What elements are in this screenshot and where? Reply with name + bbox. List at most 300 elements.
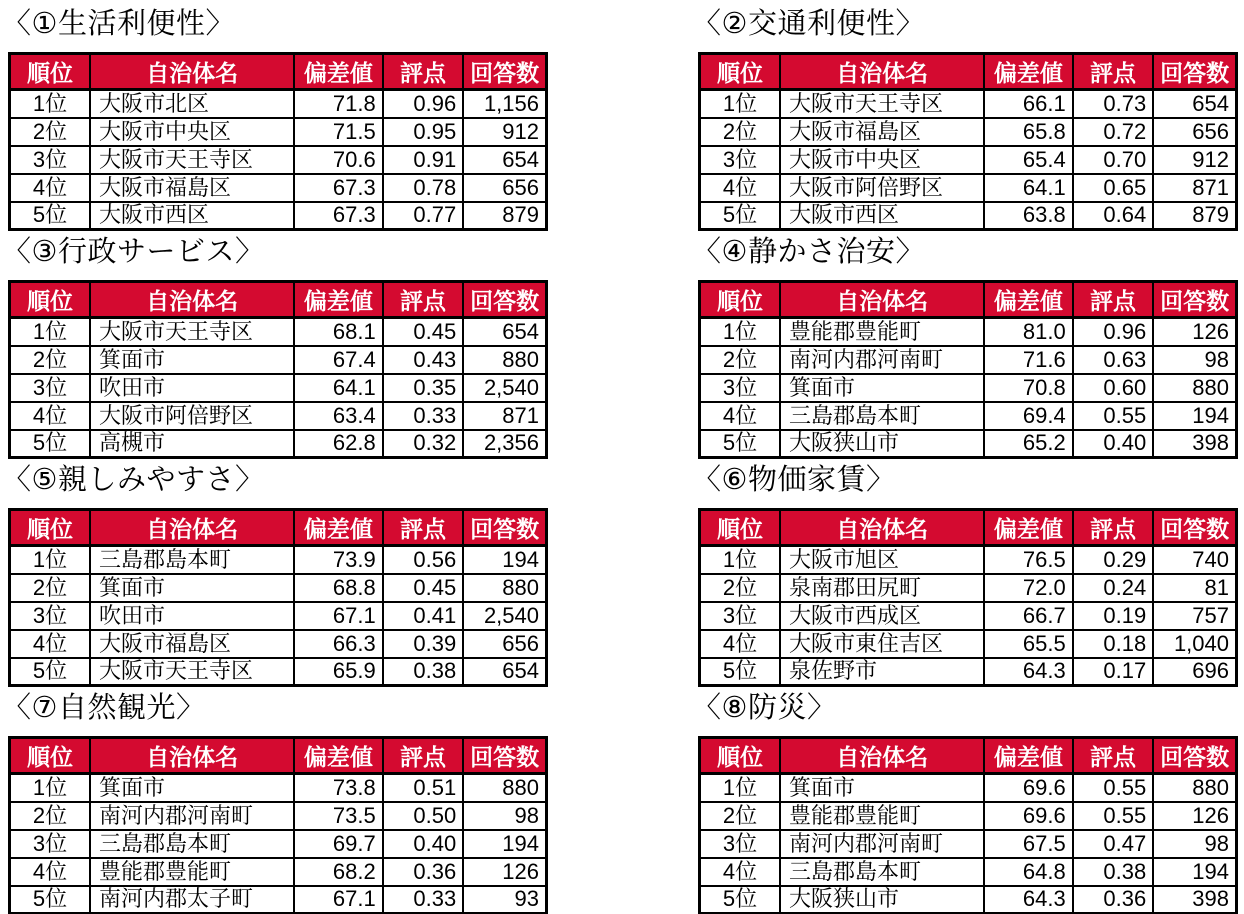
responses-cell: 1,156: [463, 90, 546, 118]
table-row: [10, 574, 547, 602]
rank-cell: 1位: [10, 546, 91, 574]
municipality-cell: 箕面市: [90, 346, 294, 374]
rank-cell: 2位: [10, 802, 91, 830]
table-row: [700, 346, 1237, 374]
score-cell: 0.36: [1073, 886, 1154, 914]
responses-cell: 871: [463, 402, 546, 430]
score-cell: 0.60: [1073, 374, 1154, 402]
column-header-deviation: 偏差値: [294, 510, 383, 546]
rank-cell: 3位: [10, 146, 91, 174]
column-header-municipality: 自治体名: [90, 738, 294, 774]
responses-cell: 93: [463, 886, 546, 914]
column-header-score: 評点: [1073, 54, 1154, 90]
column-header-responses: 回答数: [463, 510, 546, 546]
municipality-cell: 大阪市東住吉区: [780, 630, 984, 658]
municipality-cell: 南河内郡河南町: [90, 802, 294, 830]
table-row: [10, 830, 547, 858]
rank-cell: 3位: [700, 830, 781, 858]
column-header-responses: 回答数: [463, 54, 546, 90]
deviation-cell: 65.9: [294, 658, 383, 686]
score-cell: 0.47: [1073, 830, 1154, 858]
score-cell: 0.55: [1073, 774, 1154, 802]
deviation-cell: 62.8: [294, 430, 383, 458]
responses-cell: 879: [463, 202, 546, 230]
deviation-cell: 73.8: [294, 774, 383, 802]
responses-cell: 98: [1153, 346, 1236, 374]
deviation-cell: 68.2: [294, 858, 383, 886]
table-row: [10, 602, 547, 630]
rank-cell: 5位: [700, 886, 781, 914]
responses-cell: 880: [463, 774, 546, 802]
column-header-deviation: 偏差値: [984, 282, 1073, 318]
rank-cell: 5位: [10, 886, 91, 914]
deviation-cell: 64.1: [984, 174, 1073, 202]
table-header-row: [700, 510, 1237, 546]
responses-cell: 194: [463, 546, 546, 574]
column-header-deviation: 偏差値: [984, 54, 1073, 90]
table-row: [10, 546, 547, 574]
deviation-cell: 71.5: [294, 118, 383, 146]
deviation-cell: 68.8: [294, 574, 383, 602]
rank-cell: 4位: [700, 858, 781, 886]
score-cell: 0.17: [1073, 658, 1154, 686]
ranking-section: [2, 4, 550, 232]
responses-cell: 654: [463, 658, 546, 686]
rank-cell: 3位: [700, 602, 781, 630]
rank-cell: 2位: [10, 346, 91, 374]
rank-cell: 1位: [10, 318, 91, 346]
deviation-cell: 66.3: [294, 630, 383, 658]
score-cell: 0.18: [1073, 630, 1154, 658]
ranking-section: [2, 460, 550, 688]
deviation-cell: 70.8: [984, 374, 1073, 402]
rank-cell: 1位: [700, 774, 781, 802]
score-cell: 0.40: [1073, 430, 1154, 458]
table-row: [700, 118, 1237, 146]
table-row: [10, 430, 547, 458]
responses-cell: 879: [1153, 202, 1236, 230]
responses-cell: 880: [1153, 374, 1236, 402]
deviation-cell: 66.1: [984, 90, 1073, 118]
rank-cell: 2位: [10, 118, 91, 146]
table-row: [700, 802, 1237, 830]
column-header-score: 評点: [383, 738, 464, 774]
deviation-cell: 76.5: [984, 546, 1073, 574]
table-body: [700, 90, 1237, 230]
column-header-deviation: 偏差値: [984, 510, 1073, 546]
table-row: [700, 90, 1237, 118]
rank-cell: 3位: [10, 830, 91, 858]
section-title: 〈②交通利便性〉: [692, 8, 925, 40]
column-header-rank: 順位: [700, 738, 781, 774]
table-header-row: [10, 282, 547, 318]
table-row: [700, 886, 1237, 914]
municipality-cell: 大阪市西区: [780, 202, 984, 230]
deviation-cell: 69.6: [984, 802, 1073, 830]
rank-cell: 2位: [700, 574, 781, 602]
column-header-score: 評点: [383, 54, 464, 90]
table-header-row: [10, 54, 547, 90]
score-cell: 0.39: [383, 630, 464, 658]
table-row: [10, 402, 547, 430]
section-title: 〈①生活利便性〉: [2, 8, 235, 40]
rank-cell: 4位: [10, 174, 91, 202]
municipality-cell: 泉南郡田尻町: [780, 574, 984, 602]
municipality-cell: 三島郡島本町: [90, 546, 294, 574]
responses-cell: 2,540: [463, 602, 546, 630]
deviation-cell: 64.1: [294, 374, 383, 402]
responses-cell: 871: [1153, 174, 1236, 202]
column-header-responses: 回答数: [1153, 282, 1236, 318]
ranking-table: [8, 52, 548, 231]
ranking-section: [692, 688, 1240, 914]
deviation-cell: 65.2: [984, 430, 1073, 458]
deviation-cell: 71.6: [984, 346, 1073, 374]
rank-cell: 5位: [700, 202, 781, 230]
table-body: [10, 90, 547, 230]
responses-cell: 81: [1153, 574, 1236, 602]
table-row: [10, 374, 547, 402]
column-header-responses: 回答数: [1153, 54, 1236, 90]
municipality-cell: 大阪市福島区: [90, 630, 294, 658]
table-row: [10, 174, 547, 202]
rank-cell: 4位: [10, 858, 91, 886]
municipality-cell: 大阪市西区: [90, 202, 294, 230]
municipality-cell: 大阪市福島区: [780, 118, 984, 146]
score-cell: 0.64: [1073, 202, 1154, 230]
rank-cell: 5位: [10, 658, 91, 686]
ranking-section: [692, 460, 1240, 688]
responses-cell: 880: [463, 574, 546, 602]
municipality-cell: 高槻市: [90, 430, 294, 458]
column-header-rank: 順位: [10, 282, 91, 318]
score-cell: 0.38: [1073, 858, 1154, 886]
section-title: 〈⑥物価家賃〉: [692, 464, 896, 496]
deviation-cell: 63.8: [984, 202, 1073, 230]
responses-cell: 126: [463, 858, 546, 886]
score-cell: 0.96: [1073, 318, 1154, 346]
responses-cell: 126: [1153, 802, 1236, 830]
deviation-cell: 67.1: [294, 602, 383, 630]
score-cell: 0.33: [383, 402, 464, 430]
ranking-table: [8, 280, 548, 459]
ranking-table: [698, 736, 1238, 914]
table-header-row: [700, 282, 1237, 318]
ranking-table: [8, 736, 548, 914]
rank-cell: 1位: [10, 774, 91, 802]
municipality-cell: 三島郡島本町: [780, 402, 984, 430]
table-row: [10, 630, 547, 658]
table-row: [10, 202, 547, 230]
score-cell: 0.29: [1073, 546, 1154, 574]
column-header-score: 評点: [383, 282, 464, 318]
responses-cell: 98: [463, 802, 546, 830]
column-header-score: 評点: [1073, 282, 1154, 318]
table-row: [700, 202, 1237, 230]
responses-cell: 654: [463, 146, 546, 174]
ranking-section: [2, 688, 550, 914]
score-cell: 0.45: [383, 574, 464, 602]
score-cell: 0.43: [383, 346, 464, 374]
deviation-cell: 67.5: [984, 830, 1073, 858]
municipality-cell: 大阪市中央区: [90, 118, 294, 146]
responses-cell: 398: [1153, 430, 1236, 458]
score-cell: 0.73: [1073, 90, 1154, 118]
column-header-municipality: 自治体名: [780, 54, 984, 90]
score-cell: 0.19: [1073, 602, 1154, 630]
deviation-cell: 65.8: [984, 118, 1073, 146]
section-title: 〈③行政サービス〉: [2, 236, 265, 268]
score-cell: 0.41: [383, 602, 464, 630]
score-cell: 0.51: [383, 774, 464, 802]
score-cell: 0.55: [1073, 402, 1154, 430]
deviation-cell: 68.1: [294, 318, 383, 346]
responses-cell: 126: [1153, 318, 1236, 346]
score-cell: 0.91: [383, 146, 464, 174]
municipality-cell: 大阪市天王寺区: [780, 90, 984, 118]
table-row: [700, 374, 1237, 402]
deviation-cell: 69.6: [984, 774, 1073, 802]
municipality-cell: 豊能郡豊能町: [90, 858, 294, 886]
municipality-cell: 大阪市福島区: [90, 174, 294, 202]
municipality-cell: 箕面市: [780, 374, 984, 402]
table-row: [700, 174, 1237, 202]
column-header-score: 評点: [383, 510, 464, 546]
deviation-cell: 71.8: [294, 90, 383, 118]
column-header-rank: 順位: [10, 510, 91, 546]
column-header-deviation: 偏差値: [294, 738, 383, 774]
table-row: [700, 630, 1237, 658]
responses-cell: 194: [1153, 858, 1236, 886]
responses-cell: 398: [1153, 886, 1236, 914]
municipality-cell: 吹田市: [90, 602, 294, 630]
responses-cell: 654: [1153, 90, 1236, 118]
responses-cell: 912: [1153, 146, 1236, 174]
column-header-rank: 順位: [10, 738, 91, 774]
responses-cell: 696: [1153, 658, 1236, 686]
table-row: [10, 802, 547, 830]
municipality-cell: 箕面市: [90, 774, 294, 802]
score-cell: 0.36: [383, 858, 464, 886]
deviation-cell: 81.0: [984, 318, 1073, 346]
rank-cell: 4位: [700, 174, 781, 202]
rank-cell: 4位: [10, 402, 91, 430]
municipality-cell: 大阪市天王寺区: [90, 658, 294, 686]
table-row: [700, 658, 1237, 686]
ranking-section: [2, 232, 550, 460]
rank-cell: 5位: [10, 430, 91, 458]
deviation-cell: 65.4: [984, 146, 1073, 174]
rank-cell: 1位: [700, 318, 781, 346]
rank-cell: 3位: [700, 374, 781, 402]
column-header-deviation: 偏差値: [294, 54, 383, 90]
municipality-cell: 大阪市天王寺区: [90, 146, 294, 174]
responses-cell: 740: [1153, 546, 1236, 574]
table-row: [700, 318, 1237, 346]
score-cell: 0.56: [383, 546, 464, 574]
score-cell: 0.70: [1073, 146, 1154, 174]
table-row: [700, 774, 1237, 802]
deviation-cell: 66.7: [984, 602, 1073, 630]
responses-cell: 2,356: [463, 430, 546, 458]
municipality-cell: 豊能郡豊能町: [780, 802, 984, 830]
section-title: 〈⑤親しみやすさ〉: [2, 464, 265, 496]
municipality-cell: 南河内郡太子町: [90, 886, 294, 914]
column-header-municipality: 自治体名: [90, 54, 294, 90]
deviation-cell: 67.1: [294, 886, 383, 914]
column-header-responses: 回答数: [463, 282, 546, 318]
table-row: [700, 546, 1237, 574]
table-row: [10, 318, 547, 346]
score-cell: 0.77: [383, 202, 464, 230]
table-row: [10, 658, 547, 686]
deviation-cell: 64.8: [984, 858, 1073, 886]
table-row: [700, 830, 1237, 858]
table-header-row: [10, 738, 547, 774]
column-header-rank: 順位: [700, 54, 781, 90]
deviation-cell: 63.4: [294, 402, 383, 430]
rank-cell: 5位: [700, 430, 781, 458]
score-cell: 0.95: [383, 118, 464, 146]
municipality-cell: 箕面市: [90, 574, 294, 602]
score-cell: 0.40: [383, 830, 464, 858]
score-cell: 0.65: [1073, 174, 1154, 202]
score-cell: 0.45: [383, 318, 464, 346]
municipality-cell: 大阪市西成区: [780, 602, 984, 630]
rank-cell: 2位: [700, 118, 781, 146]
deviation-cell: 64.3: [984, 886, 1073, 914]
table-row: [700, 602, 1237, 630]
responses-cell: 656: [463, 174, 546, 202]
rank-cell: 3位: [10, 602, 91, 630]
column-header-score: 評点: [1073, 738, 1154, 774]
municipality-cell: 豊能郡豊能町: [780, 318, 984, 346]
column-header-municipality: 自治体名: [780, 738, 984, 774]
municipality-cell: 三島郡島本町: [780, 858, 984, 886]
table-body: [700, 774, 1237, 914]
responses-cell: 194: [1153, 402, 1236, 430]
deviation-cell: 65.5: [984, 630, 1073, 658]
table-row: [10, 146, 547, 174]
rank-cell: 3位: [700, 146, 781, 174]
table-row: [10, 858, 547, 886]
rank-cell: 5位: [10, 202, 91, 230]
column-header-responses: 回答数: [463, 738, 546, 774]
deviation-cell: 64.3: [984, 658, 1073, 686]
municipality-cell: 大阪狭山市: [780, 886, 984, 914]
column-header-responses: 回答数: [1153, 738, 1236, 774]
rank-cell: 1位: [700, 90, 781, 118]
deviation-cell: 67.4: [294, 346, 383, 374]
responses-cell: 98: [1153, 830, 1236, 858]
column-header-score: 評点: [1073, 510, 1154, 546]
responses-cell: 912: [463, 118, 546, 146]
table-body: [700, 546, 1237, 686]
column-header-rank: 順位: [10, 54, 91, 90]
table-header-row: [700, 54, 1237, 90]
table-row: [700, 574, 1237, 602]
table-body: [700, 318, 1237, 458]
ranking-section: [692, 232, 1240, 460]
municipality-cell: 三島郡島本町: [90, 830, 294, 858]
responses-cell: 757: [1153, 602, 1236, 630]
responses-cell: 656: [463, 630, 546, 658]
column-header-deviation: 偏差値: [984, 738, 1073, 774]
rank-cell: 1位: [10, 90, 91, 118]
deviation-cell: 69.4: [984, 402, 1073, 430]
section-title: 〈⑦自然観光〉: [2, 692, 206, 724]
responses-cell: 1,040: [1153, 630, 1236, 658]
column-header-rank: 順位: [700, 510, 781, 546]
deviation-cell: 67.3: [294, 202, 383, 230]
responses-cell: 654: [463, 318, 546, 346]
deviation-cell: 72.0: [984, 574, 1073, 602]
responses-cell: 656: [1153, 118, 1236, 146]
rank-cell: 1位: [700, 546, 781, 574]
responses-cell: 880: [463, 346, 546, 374]
ranking-table: [698, 52, 1238, 231]
score-cell: 0.63: [1073, 346, 1154, 374]
deviation-cell: 70.6: [294, 146, 383, 174]
column-header-municipality: 自治体名: [780, 282, 984, 318]
score-cell: 0.96: [383, 90, 464, 118]
table-row: [10, 886, 547, 914]
ranking-table: [698, 280, 1238, 459]
rank-cell: 2位: [700, 346, 781, 374]
responses-cell: 194: [463, 830, 546, 858]
municipality-cell: 大阪市阿倍野区: [90, 402, 294, 430]
responses-cell: 880: [1153, 774, 1236, 802]
rank-cell: 4位: [10, 630, 91, 658]
table-body: [10, 546, 547, 686]
rank-cell: 4位: [700, 630, 781, 658]
score-cell: 0.55: [1073, 802, 1154, 830]
deviation-cell: 73.5: [294, 802, 383, 830]
municipality-cell: 大阪市阿倍野区: [780, 174, 984, 202]
table-row: [700, 146, 1237, 174]
rank-cell: 5位: [700, 658, 781, 686]
rank-cell: 3位: [10, 374, 91, 402]
column-header-deviation: 偏差値: [294, 282, 383, 318]
municipality-cell: 大阪市中央区: [780, 146, 984, 174]
table-row: [10, 346, 547, 374]
deviation-cell: 73.9: [294, 546, 383, 574]
table-body: [10, 318, 547, 458]
column-header-rank: 順位: [700, 282, 781, 318]
rankings-grid: [2, 4, 1240, 914]
ranking-section: [692, 4, 1240, 232]
deviation-cell: 69.7: [294, 830, 383, 858]
ranking-table: [698, 508, 1238, 687]
section-title: 〈④静かさ治安〉: [692, 236, 925, 268]
rank-cell: 4位: [700, 402, 781, 430]
municipality-cell: 南河内郡河南町: [780, 346, 984, 374]
rank-cell: 2位: [700, 802, 781, 830]
municipality-cell: 箕面市: [780, 774, 984, 802]
ranking-table: [8, 508, 548, 687]
score-cell: 0.32: [383, 430, 464, 458]
municipality-cell: 大阪狭山市: [780, 430, 984, 458]
municipality-cell: 大阪市天王寺区: [90, 318, 294, 346]
table-body: [10, 774, 547, 914]
score-cell: 0.72: [1073, 118, 1154, 146]
municipality-cell: 南河内郡河南町: [780, 830, 984, 858]
responses-cell: 2,540: [463, 374, 546, 402]
deviation-cell: 67.3: [294, 174, 383, 202]
table-header-row: [10, 510, 547, 546]
municipality-cell: 大阪市北区: [90, 90, 294, 118]
table-row: [700, 858, 1237, 886]
